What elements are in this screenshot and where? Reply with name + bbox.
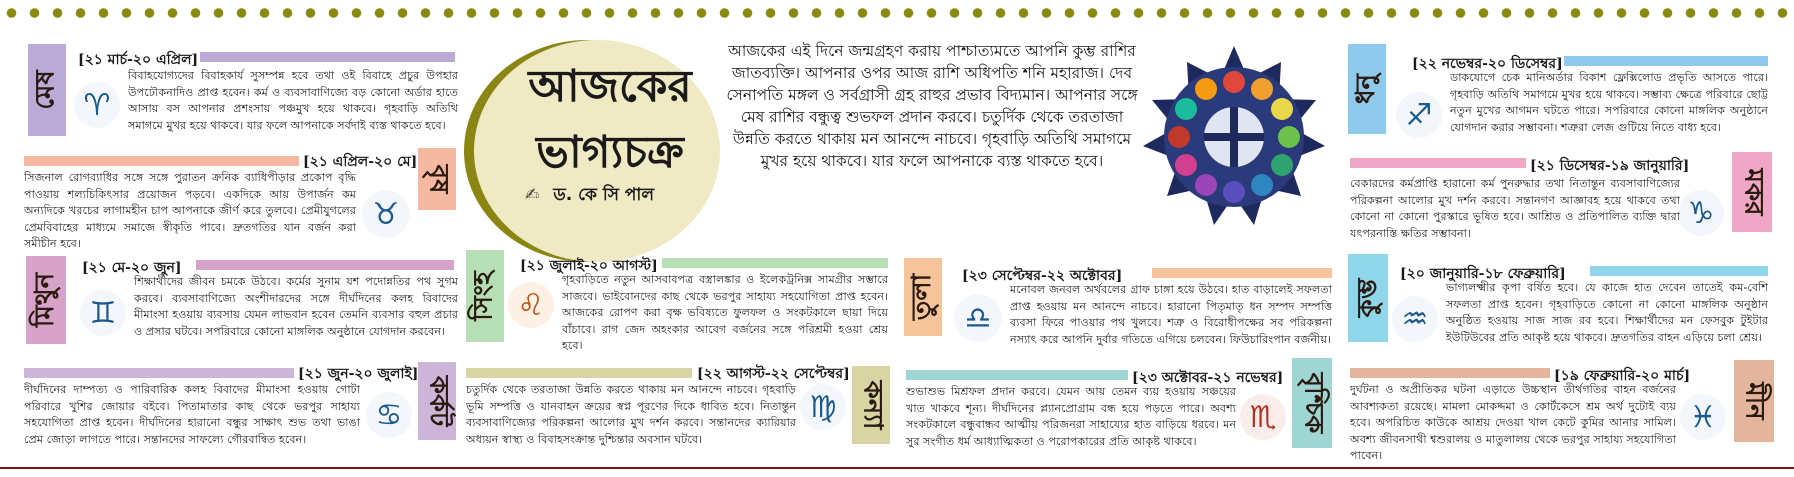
horoscope-text: দুর্ঘটনা ও অপ্রীতিকর ঘটনা এড়াতে উচ্চস্থান তীর্থগতির বাহন বর্জনের আবশ্যকতা রয়েছে। মামলা মোকদ্দমা ও কোর্টকেসে শ্রম অর্থ দুটোই ব্যয় হবে। অপরিচিত কাউকে আশ্রয় দেওয়া খাল কেটে কুমির আনার সামিল। অবশ্য জীবনসাথী শ্বশুরালয় ও মাতুলালয় থেকে ভরপুর সাহায্য সহযোগিতা পাবেন। xyxy=(1350,383,1676,462)
sign-name-tab: ধনু xyxy=(1348,44,1386,134)
date-range: [১৯ ফেব্রুয়ারি-২০ মার্চ] xyxy=(1554,368,1691,384)
horoscope-text: শুভাশুভ মিশ্রফল প্রদান করবে। যেমন আয় তেমন ব্যয় হওয়ায় সঞ্চয়ের খাত খাকবে শূন্য। দীর্ঘদিনের প্ল্যানপ্রোগ্রাম বন্ধ হয়ে পড়তে পারে। অবশ্য সংকটকালে বন্ধুবান্ধব আত্মীয় পরিজনরা সাহায্যের হাত বাড়িয়ে ধরবে। মন সুর সংগীত ধর্ম আধ্যাত্মিকতা ও পরোপকারের প্রতি আকৃষ্ট থাকবে। xyxy=(906,385,1236,448)
taurus-icon: ♉ xyxy=(362,190,410,238)
date-range: [২৩ সেপ্টেম্বর-২২ অক্টোবর] xyxy=(962,268,1123,284)
capricorn-icon: ♑ xyxy=(1678,190,1724,236)
aries-icon: ♈ xyxy=(74,82,120,128)
date-range: [২২ নভেম্বর-২০ ডিসেম্বর] xyxy=(1412,56,1563,72)
zodiac-wheel-icon xyxy=(1141,44,1327,230)
pisces-icon: ♓ xyxy=(1680,394,1726,440)
author-byline xyxy=(525,182,654,210)
color-bar xyxy=(662,258,888,268)
date-range: [২১ ডিসেম্বর-১৯ জানুয়ারি] xyxy=(1530,158,1690,174)
date-range: [২১ মার্চ-২০ এপ্রিল] xyxy=(78,52,199,68)
color-bar xyxy=(200,52,455,62)
scorpio-icon: ♏ xyxy=(1240,394,1286,440)
horoscope-text: ভাগ্যলক্ষ্মীর কৃপা বর্ষিত হবে। যে কাজে হাত দেবেন তাতেই কম-বেশি সফলতা প্রাপ্ত হবেন। গৃহবাড়িতে কোনো না কোনো মাঙ্গলিক অনুষ্ঠান অনুষ্ঠিত হওয়ায় সাজ সাজ রব হবে। শিক্ষার্থীদের মন ফেসবুক টুইটার ইউটিউবের প্রতি আকৃষ্ট হয়ে থাকবে। দ্রুতগতির বাহন এড়িয়ে চলা শ্রেয়। xyxy=(1446,281,1768,344)
sign-name-tab: মেষ xyxy=(28,44,66,136)
horoscope-text: বিবাহযোগ্যদের বিবাহকার্য সুসম্পন্ন হবে তথা ওই বিবাহে প্রচুর উপহার উপঢৌকনাদিও প্রাপ্ত হবেন। কর্ম ও ব্যবসাবাণিজ্যে বড় কোনো অর্ডার হাতে আসায় বস আপনার প্রশংসায় পঞ্চমুখ হয়ে থাকবে। গৃহবাড়ি অতিথি সমাগমে মুখর হয়ে থাকবে। যার ফলে আপনাকে সর্বদাই ব্যস্ত থাকতে হবে। xyxy=(128,69,458,132)
horoscope-text: শিক্ষার্থীদের জীবন চমকে উঠবে। কর্মের সুনাম যশ পদোন্নতির পথ সুগম করবে। ব্যবসাবাণিজ্যে অংশীদারদের সঙ্গে দীর্ঘদিনের কলহ বিবাদের মীমাংসা হওয়ায় ব্যবসায় যেমন লাভবান হবেন তেমনি ব্যবসার বহুল প্রচার ও প্রসার ঘটবে। সপরিবারে কোনো মাঙ্গলিক অনুষ্ঠানে যোগদান করবেন। xyxy=(134,275,458,338)
sign-name-tab: বৃশ্চিক xyxy=(1292,358,1332,448)
color-bar xyxy=(466,368,692,378)
date-range: [২১ এপ্রিল-২০ মে] xyxy=(303,154,418,170)
sign-name-tab: কন্যা xyxy=(852,366,890,444)
sign-name-tab: মীন xyxy=(1734,360,1774,442)
libra-icon: ♎ xyxy=(954,294,1002,342)
horoscope-text: ডাকযোগে চেক মানিঅর্ডার বিকাশ ফ্লেক্সিলোড প্রভৃতি আসতে পারে। গৃহবাড়ি অতিথি সমাগমে মুখর হয়ে থাকবে। সম্ভাব্য ক্ষেত্রে পরিবারে ছোট্ট নতুন মুখের আগমন ঘটতে পারে। সপরিবারে কোনো মাঙ্গলিক অনুষ্ঠানে যোগদান করার সম্ভাবনা। শত্রুরা লেজ গুটিয়ে নিতে বাধ্য হবে। xyxy=(1450,71,1768,134)
date-range: [২১ জুন-২০ জুলাই] xyxy=(298,366,419,382)
intro-text: আজকের এই দিনে জন্মগ্রহণ করায় পাশ্চাত্যমতে আপনি কুম্ভ রাশির জাতব্যক্তি। আপনার ওপর আজ রাশি অধিপতি শনি মহারাজ। দেব সেনাপতি মঙ্গল ও সর্বগ্রাসী গ্রহ রাহুর প্রভাব বিদ্যমান। আপনার সঙ্গে মেষ রাশির বন্ধুত্ব শুভফল প্রদান করবে। চতুর্দিক থেকে তরতাজা উন্নতি করতে থাকায় মন আনন্দে নাচবে। গৃহবাড়ি অতিথি সমাগমে মুখর হয়ে থাকবে। যার ফলে আপনাকে ব্যস্ত থাকতে হবে। xyxy=(726,42,1138,170)
color-bar xyxy=(906,370,1128,380)
sagittarius-icon: ♐ xyxy=(1396,92,1442,138)
horoscope-text: দীর্ঘদিনের দাম্পত্য ও পারিবারিক কলহ বিবাদের মীমাংসা হওয়ায় গোটা পরিবারে খুশির জোয়ার বইবে। পিতামাতার কাছ থেকে ভরপুর সাহায্য সহযোগিতা প্রাপ্ত হবেন। দীর্ঘদিনের হারানো বন্ধুর সাক্ষাৎ শুভ তথা ভাঙা প্রেম জোড়া লাগতে পারে। সন্তানদের সাফল্যে গৌরবান্বিত হবেন। xyxy=(24,383,360,446)
date-range: [২৩ অক্টোবর-২১ নভেম্বর] xyxy=(1132,370,1284,386)
color-bar xyxy=(196,260,454,270)
horoscope-text: বেকারদের কর্মপ্রাপ্তি হারানো কর্ম পুনরুদ্ধার তথা নিতান্তুন ব্যবসাবাণিজ্যের পরিকল্পনা আলোর মুখ দর্শন করবে। সন্তানগণ আজ্ঞাবহ হয়ে থাকবে তথা কোনো না কোনো পুরস্কারে ভূষিত হবে। আশ্রিত ও প্রতিপালিত ব্যক্তি দ্বারা যৎপরনাস্তি ক্ষতির সম্ভাবনা। xyxy=(1350,177,1680,240)
horoscope-text: মনোবল জনবল অর্থবলের গ্রাফ চাঙ্গা হয়ে উঠবে। হাত বাড়ালেই সফলতা প্রাপ্ত হওয়ায় মন আনন্দে নাচবে। হারানো পিতৃমাতৃ ধন সম্পদ সম্পত্তি ব্যবসা ফিরে পাওয়ার পথ খুলবে। শত্রু ও বিরোধীপক্ষের সব পরিকল্পনা নস্যাৎ করে আপনি দুর্বার গতিতে এগিয়ে চলবেন। ফিউচারিংপান বর্জনীয়। xyxy=(1010,283,1332,346)
color-bar xyxy=(1152,268,1332,278)
cancer-icon: ♋ xyxy=(366,392,412,438)
color-bar xyxy=(1350,158,1526,168)
horoscope-text: গৃহবাড়িতে নতুন আসবাবপত্র বস্ত্রালঙ্কার ও ইলেকট্রনিক্স সামগ্রীর সম্ভারে সাজবে। ভাইবোনদের কাছ থেকে ভরপুর সাহায্য সহযোগিতা প্রাপ্ত হবেন। আজকের রোপণ করা বৃক্ষ ভবিষ্যতে ফুলফল ও সংকটকালে ছায়া দিয়ে বাঁচাবে। রাগ জেদ অহংকার আবেগ বর্জনের সঙ্গে পরিশ্রমী হওয়া শ্রেয় হবে। xyxy=(562,273,888,352)
leo-icon: ♌ xyxy=(508,282,554,328)
aquarius-icon: ♒ xyxy=(1392,296,1438,342)
sign-name-tab: কর্কট xyxy=(418,362,456,440)
bottom-rule xyxy=(0,467,1794,469)
sign-name-tab: মকর xyxy=(1732,152,1772,232)
color-bar xyxy=(1590,266,1768,276)
gemini-icon: ♊ xyxy=(80,290,126,336)
dotted-border-top xyxy=(0,6,1794,20)
date-range: [২২ আগস্ট-২২ সেপ্টেম্বর] xyxy=(697,366,850,382)
horoscope-text: সিজনাল রোগব্যাধির সঙ্গে সঙ্গে পুরাতন ক্রনিক ব্যাধিপীড়ার প্রকোপ বৃদ্ধি পাওয়ায় শল্যচিকিৎসার প্রয়োজন পড়বে। একদিকে আয় উপার্জন কম অন্যদিকে খরচের লাগামহীন চাপ আপনাকে জীর্ণ করে তুলবে। প্রেমীযুগলের প্রেমবিবাহের মাধ্যমে সমাজে স্বীকৃতি পাবে। দ্রুতগতির যান বর্জন করা সমীচীন হবে। xyxy=(24,171,356,250)
sign-name-tab: কুম্ভ xyxy=(1348,254,1388,342)
color-bar xyxy=(1564,56,1768,66)
virgo-icon: ♍ xyxy=(800,384,846,430)
horoscope-text: চতুর্দিক থেকে তরতাজা উন্নতি করতে থাকায় মন আনন্দে নাচবে। গৃহবাড়ি ভূমি সম্পত্তি ও যানবাহন ক্রয়ের স্বপ্ন পূরণের দিকে ধাবিত হবে। নিতান্তুন ব্যবসাবাণিজ্যের পরিকল্পনা আলোর মুখ দর্শন করবে। সন্তানদের ক্যারিয়ার অধ্যয়ন স্বাস্থ্য ও বিবাহসংক্রান্ত দুশ্চিন্তার অবসান ঘটবে। xyxy=(466,383,796,446)
sign-name-tab: বৃষ xyxy=(418,148,456,210)
date-range: [২১ জুলাই-২০ আগস্ট] xyxy=(520,258,658,274)
color-bar xyxy=(1350,368,1550,378)
pen-icon: ✍ xyxy=(525,185,540,205)
author-name: ড. কে সি পাল xyxy=(553,185,654,205)
sign-name-tab: তুলা xyxy=(904,258,942,336)
date-range: [২১ মে-২০ জুন] xyxy=(82,260,182,276)
color-bar xyxy=(24,368,294,378)
sign-name-tab: মিথুন xyxy=(26,256,66,344)
sign-name-tab: সিংহ xyxy=(466,250,504,342)
page-title: আজকের ভাগ্যচক্র xyxy=(528,61,692,178)
color-bar xyxy=(24,156,299,166)
date-range: [২০ জানুয়ারি-১৮ ফেব্রুয়ারি] xyxy=(1400,266,1566,282)
